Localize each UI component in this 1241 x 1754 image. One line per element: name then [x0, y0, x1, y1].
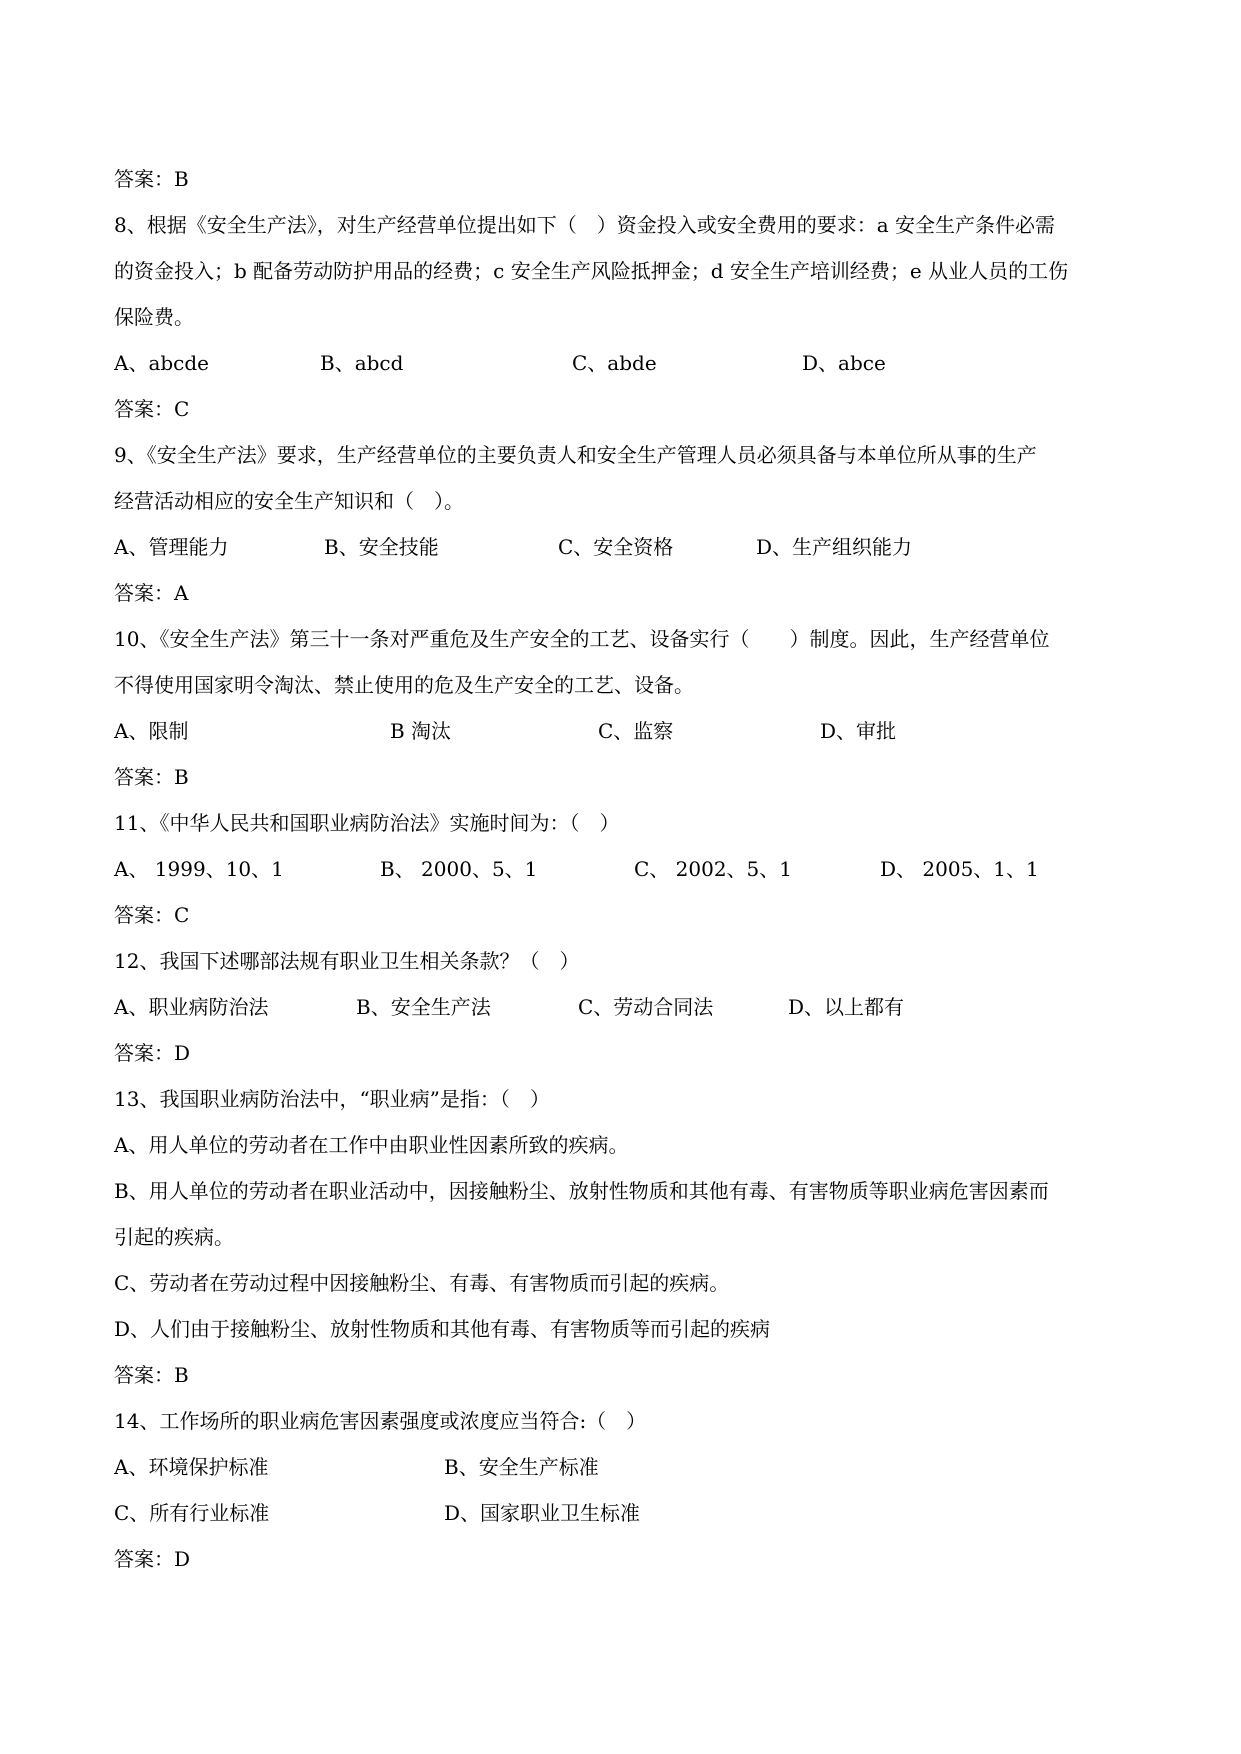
- option-c: C、监察: [598, 719, 674, 743]
- question-9-line-1: 9、《安全生产法》要求，生产经营单位的主要负责人和安全生产管理人员必须具备与本单位所从事的生产: [114, 443, 1037, 467]
- option-d: D、国家职业卫生标准: [444, 1501, 641, 1525]
- option-d: D、审批: [820, 719, 897, 743]
- question-10-line-2: 不得使用国家明令淘汰、禁止使用的危及生产安全的工艺、设备。: [114, 673, 694, 697]
- question-10-line-1: 10、《安全生产法》第三十一条对严重危及生产安全的工艺、设备实行（ ）制度。因此，生产经营单位: [114, 627, 1050, 651]
- option-d: D、生产组织能力: [756, 535, 913, 559]
- question-8-line-1: 8、根据《安全生产法》，对生产经营单位提出如下（ ）资金投入或安全费用的要求：a 安全生产条件必需: [114, 213, 1056, 237]
- option-a: A、abcde: [114, 351, 210, 375]
- option-a: A、限制: [114, 719, 189, 743]
- answer-13: 答案：B: [114, 1363, 189, 1387]
- option-c: C、所有行业标准: [114, 1501, 270, 1525]
- option-c: C、 2002、5、1: [634, 857, 793, 881]
- option-a: A、环境保护标准: [114, 1455, 269, 1479]
- option-a: A、管理能力: [114, 535, 229, 559]
- answer-10: 答案：B: [114, 765, 189, 789]
- option-b: B、安全生产标准: [444, 1455, 599, 1479]
- answer-12: 答案：D: [114, 1041, 191, 1065]
- question-9-line-2: 经营活动相应的安全生产知识和（ ）。: [114, 489, 464, 513]
- question-14-line-1: 14、工作场所的职业病危害因素强度或浓度应当符合:（ ）: [114, 1409, 647, 1433]
- option-c: C、劳动合同法: [578, 995, 714, 1019]
- option-b: B、abcd: [320, 351, 404, 375]
- option-d: D、以上都有: [788, 995, 905, 1019]
- answer-9: 答案：A: [114, 581, 189, 605]
- answer-14: 答案：D: [114, 1547, 191, 1571]
- answer-7: 答案：B: [114, 167, 189, 191]
- question-12-line-1: 12、我国下述哪部法规有职业卫生相关条款？（ ）: [114, 949, 580, 973]
- option-b: B、 2000、5、1: [380, 857, 538, 881]
- option-a: A、职业病防治法: [114, 995, 269, 1019]
- question-13-option-a: A、用人单位的劳动者在工作中由职业性因素所致的疾病。: [114, 1133, 629, 1157]
- question-13-option-c: C、劳动者在劳动过程中因接触粉尘、有毒、有害物质而引起的疾病。: [114, 1271, 730, 1295]
- option-b: B、安全生产法: [356, 995, 491, 1019]
- option-a: A、 1999、10、1: [114, 857, 284, 881]
- question-13-option-b-line-2: 引起的疾病。: [114, 1225, 234, 1249]
- option-b: B、安全技能: [324, 535, 439, 559]
- question-13-option-d: D、人们由于接触粉尘、放射性物质和其他有毒、有害物质等而引起的疾病: [114, 1317, 771, 1341]
- question-8-line-2: 的资金投入；b 配备劳动防护用品的经费；c 安全生产风险抵押金；d 安全生产培训经费；e 从业人员的工伤: [114, 259, 1069, 283]
- question-8-line-3: 保险费。: [114, 305, 194, 329]
- answer-11: 答案：C: [114, 903, 190, 927]
- option-b: B 淘汰: [390, 719, 452, 743]
- option-d: D、 2005、1、1: [880, 857, 1039, 881]
- answer-8: 答案：C: [114, 397, 190, 421]
- option-c: C、安全资格: [558, 535, 674, 559]
- question-13-option-b-line-1: B、用人单位的劳动者在职业活动中，因接触粉尘、放射性物质和其他有毒、有害物质等职业病危害因素而: [114, 1179, 1049, 1203]
- question-13-line-1: 13、我国职业病防治法中，“职业病”是指：（ ）: [114, 1087, 550, 1111]
- question-11-line-1: 11、《中华人民共和国职业病防治法》实施时间为：（ ）: [114, 811, 620, 835]
- option-d: D、abce: [802, 351, 886, 375]
- option-c: C、abde: [572, 351, 657, 375]
